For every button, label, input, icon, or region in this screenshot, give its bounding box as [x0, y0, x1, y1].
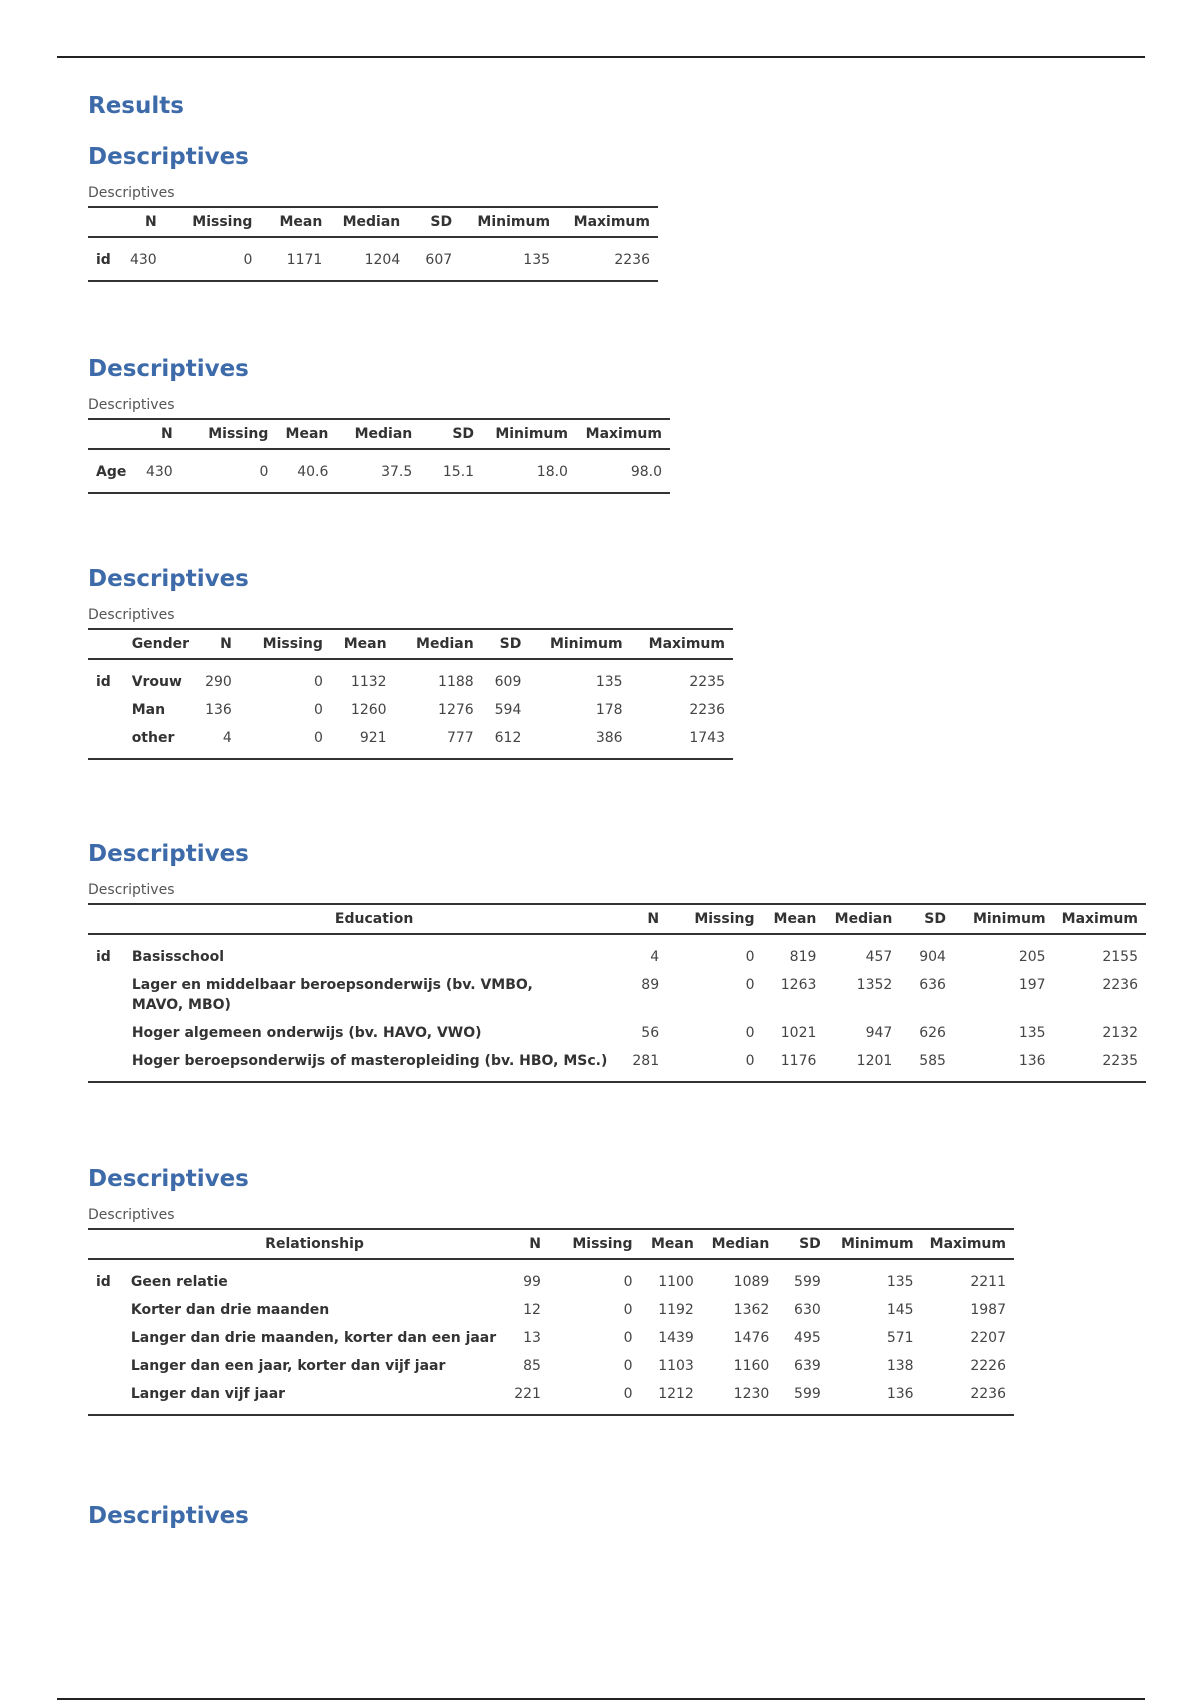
- variable-header: [88, 629, 124, 659]
- cell-minimum: 135: [595, 674, 623, 690]
- cell-n: 85: [523, 1358, 541, 1374]
- col-sd: SD: [777, 1229, 828, 1259]
- cell-mean: 1192: [658, 1302, 694, 1318]
- cell-missing: 0: [240, 724, 331, 759]
- cell-n: 12: [523, 1302, 541, 1318]
- cell-minimum: 197: [1018, 977, 1046, 993]
- cell-sd: 609: [494, 674, 522, 690]
- cell-sd: 630: [794, 1302, 821, 1318]
- header-row: [88, 904, 1146, 934]
- group-label: other: [124, 724, 197, 759]
- cell-missing: 0: [165, 237, 261, 281]
- cell-mean: 921: [331, 724, 395, 759]
- results-title: Results: [88, 93, 184, 119]
- header-row: [88, 207, 658, 237]
- table-row: [88, 934, 1146, 971]
- descriptives-table: [88, 903, 1146, 1083]
- cell-sd: 612: [482, 724, 530, 759]
- col-missing: Missing: [240, 629, 331, 659]
- col-missing: Missing: [549, 1229, 641, 1259]
- section-heading: Descriptives: [88, 356, 249, 382]
- cell-median: 947: [865, 1025, 893, 1041]
- cell-mean: 40.6: [276, 449, 336, 493]
- table-caption: Descriptives: [88, 1207, 175, 1223]
- cell-n: 290: [205, 674, 232, 690]
- col-education: Education: [124, 904, 625, 934]
- variable-name: [88, 1047, 124, 1082]
- cell-n: 136: [205, 702, 232, 718]
- col-relationship: Relationship: [123, 1229, 506, 1259]
- table-caption: Descriptives: [88, 882, 175, 898]
- group-label: Hoger algemeen onderwijs (bv. HAVO, VWO): [131, 1025, 482, 1041]
- cell-median: 1204: [330, 237, 408, 281]
- group-label: Geen relatie: [130, 1274, 228, 1290]
- variable-header: [88, 207, 122, 237]
- cell-sd: 585: [900, 1047, 954, 1082]
- cell-mean: 1103: [658, 1358, 694, 1374]
- cell-mean: 1263: [780, 977, 817, 993]
- col-n: N: [506, 1229, 549, 1259]
- cell-n: 89: [641, 977, 660, 993]
- cell-sd: 599: [794, 1274, 821, 1290]
- col-missing: Missing: [181, 419, 277, 449]
- col-median: Median: [702, 1229, 777, 1259]
- col-n: N: [624, 904, 667, 934]
- cell-sd: 626: [919, 1025, 946, 1041]
- cell-n: 56: [641, 1025, 660, 1041]
- col-n: N: [197, 629, 240, 659]
- cell-maximum: 2236: [558, 237, 658, 281]
- table-row: [88, 724, 733, 759]
- cell-mean: 1100: [658, 1274, 694, 1290]
- group-label: Lager en middelbaar beroepsonderwijs (bv. VMBO, MAVO, MBO): [131, 977, 533, 1013]
- cell-maximum: 1743: [631, 724, 733, 759]
- section-heading: Descriptives: [88, 566, 249, 592]
- variable-name: id: [96, 1274, 111, 1290]
- descriptives-relationship-section: [88, 1164, 1014, 1416]
- header-row: [88, 419, 670, 449]
- cell-maximum: 2155: [1102, 949, 1138, 965]
- cell-minimum: 386: [529, 724, 630, 759]
- descriptives-table: [88, 418, 670, 494]
- cell-missing: 0: [745, 1025, 755, 1041]
- cell-missing: 0: [623, 1274, 633, 1290]
- cell-maximum: 2211: [970, 1274, 1006, 1290]
- descriptives-table: [88, 628, 733, 760]
- col-sd: SD: [420, 419, 482, 449]
- col-minimum: Minimum: [829, 1229, 922, 1259]
- group-label: Man: [131, 702, 166, 718]
- cell-mean: 1260: [350, 702, 387, 718]
- col-maximum: Maximum: [558, 207, 658, 237]
- col-mean: Mean: [260, 207, 330, 237]
- variable-header: [88, 904, 124, 934]
- cell-minimum: 138: [886, 1358, 914, 1374]
- col-mean: Mean: [331, 629, 395, 659]
- table-caption: Descriptives: [88, 185, 175, 201]
- cell-maximum: 1987: [970, 1302, 1006, 1318]
- variable-name: Age: [88, 449, 138, 493]
- cell-minimum: 178: [595, 702, 623, 718]
- cell-missing: 0: [745, 949, 755, 965]
- descriptives-final-section: [88, 1501, 249, 1531]
- table-caption: Descriptives: [88, 607, 175, 623]
- cell-sd: 636: [919, 977, 946, 993]
- group-label: Langer dan vijf jaar: [123, 1380, 506, 1415]
- cell-maximum: 2226: [970, 1358, 1006, 1374]
- group-label: Korter dan drie maanden: [130, 1302, 330, 1318]
- cell-sd: 639: [794, 1358, 821, 1374]
- col-minimum: Minimum: [529, 629, 630, 659]
- variable-header: [88, 419, 138, 449]
- cell-missing: 0: [623, 1330, 633, 1346]
- variable-name: [88, 1296, 123, 1324]
- cell-mean: 1212: [641, 1380, 702, 1415]
- cell-mean: 819: [789, 949, 817, 965]
- cell-maximum: 2236: [1102, 977, 1138, 993]
- cell-minimum: 135: [886, 1274, 914, 1290]
- descriptives-age-section: [88, 354, 670, 494]
- cell-sd: 495: [794, 1330, 821, 1346]
- cell-minimum: 205: [1018, 949, 1046, 965]
- cell-median: 1160: [733, 1358, 770, 1374]
- cell-minimum: 135: [1018, 1025, 1046, 1041]
- cell-median: 777: [395, 724, 482, 759]
- table-row: [88, 696, 733, 724]
- table-row: [88, 971, 1146, 1019]
- col-missing: Missing: [667, 904, 762, 934]
- col-mean: Mean: [641, 1229, 702, 1259]
- table-row: [88, 449, 670, 493]
- descriptives-table: [88, 1228, 1014, 1416]
- cell-mean: 1176: [763, 1047, 825, 1082]
- cell-maximum: 2235: [1054, 1047, 1146, 1082]
- cell-n: 281: [624, 1047, 667, 1082]
- header-row: [88, 1229, 1014, 1259]
- cell-missing: 0: [181, 449, 277, 493]
- cell-median: 457: [865, 949, 893, 965]
- top-rule: [57, 56, 1145, 58]
- cell-median: 1089: [733, 1274, 770, 1290]
- cell-median: 1201: [824, 1047, 900, 1082]
- cell-sd: 15.1: [420, 449, 482, 493]
- cell-missing: 0: [667, 1047, 762, 1082]
- cell-maximum: 2235: [689, 674, 725, 690]
- group-label: Vrouw: [131, 674, 182, 690]
- cell-n: 430: [122, 237, 165, 281]
- cell-sd: 594: [494, 702, 522, 718]
- table-row: [88, 1380, 1014, 1415]
- col-median: Median: [824, 904, 900, 934]
- col-maximum: Maximum: [576, 419, 670, 449]
- cell-mean: 1439: [658, 1330, 694, 1346]
- col-maximum: Maximum: [631, 629, 733, 659]
- table-row: [88, 1047, 1146, 1082]
- cell-minimum: 145: [886, 1302, 914, 1318]
- table-row: [88, 1019, 1146, 1047]
- cell-missing: 0: [313, 702, 323, 718]
- variable-name: id: [88, 237, 122, 281]
- cell-maximum: 2132: [1102, 1025, 1138, 1041]
- variable-header: [88, 1229, 123, 1259]
- col-n: N: [122, 207, 165, 237]
- table-caption: Descriptives: [88, 397, 175, 413]
- cell-median: 1476: [733, 1330, 770, 1346]
- cell-maximum: 2236: [689, 702, 725, 718]
- cell-median: 1188: [438, 674, 474, 690]
- col-minimum: Minimum: [460, 207, 558, 237]
- cell-n: 4: [197, 724, 240, 759]
- col-median: Median: [395, 629, 482, 659]
- col-sd: SD: [900, 904, 954, 934]
- col-mean: Mean: [763, 904, 825, 934]
- section-heading: Descriptives: [88, 841, 249, 867]
- col-median: Median: [330, 207, 408, 237]
- cell-minimum: 136: [829, 1380, 922, 1415]
- variable-name: [88, 1324, 123, 1352]
- table-row: [88, 1352, 1014, 1380]
- col-mean: Mean: [276, 419, 336, 449]
- cell-sd: 607: [408, 237, 460, 281]
- section-heading: Descriptives: [88, 1166, 249, 1192]
- cell-n: 4: [650, 949, 660, 965]
- cell-missing: 0: [549, 1380, 641, 1415]
- group-label: Langer dan drie maanden, korter dan een jaar: [130, 1330, 497, 1346]
- cell-median: 1276: [438, 702, 474, 718]
- table-row: [88, 237, 658, 281]
- cell-median: 37.5: [336, 449, 420, 493]
- descriptives-education-section: [88, 839, 1146, 1083]
- cell-mean: 1021: [780, 1025, 817, 1041]
- cell-minimum: 135: [460, 237, 558, 281]
- descriptives-gender-section: [88, 564, 733, 760]
- cell-n: 99: [523, 1274, 541, 1290]
- cell-missing: 0: [745, 977, 755, 993]
- cell-median: 1362: [733, 1302, 770, 1318]
- cell-median: 1352: [856, 977, 893, 993]
- cell-missing: 0: [313, 674, 323, 690]
- table-row: [88, 1296, 1014, 1324]
- section-heading: Descriptives: [88, 144, 249, 170]
- cell-missing: 0: [623, 1358, 633, 1374]
- descriptives-id-section: [88, 142, 658, 282]
- table-row: [88, 1259, 1014, 1296]
- col-maximum: Maximum: [922, 1229, 1014, 1259]
- variable-name: [88, 971, 124, 1019]
- variable-name: [88, 724, 124, 759]
- col-maximum: Maximum: [1054, 904, 1146, 934]
- variable-name: [88, 1019, 124, 1047]
- col-minimum: Minimum: [954, 904, 1054, 934]
- cell-minimum: 571: [886, 1330, 914, 1346]
- cell-maximum: 2236: [922, 1380, 1014, 1415]
- variable-name: [88, 696, 124, 724]
- variable-name: [88, 1380, 123, 1415]
- header-row: [88, 629, 733, 659]
- cell-missing: 0: [623, 1302, 633, 1318]
- variable-name: id: [96, 949, 111, 965]
- cell-median: 1230: [702, 1380, 777, 1415]
- section-heading: Descriptives: [88, 1503, 249, 1529]
- cell-mean: 1132: [350, 674, 387, 690]
- cell-mean: 1171: [260, 237, 330, 281]
- group-label: Basisschool: [131, 949, 225, 965]
- cell-sd: 599: [777, 1380, 828, 1415]
- cell-minimum: 18.0: [482, 449, 576, 493]
- col-n: N: [138, 419, 181, 449]
- table-row: [88, 659, 733, 696]
- cell-maximum: 2207: [970, 1330, 1006, 1346]
- cell-maximum: 98.0: [576, 449, 670, 493]
- cell-minimum: 136: [954, 1047, 1054, 1082]
- variable-name: id: [96, 674, 111, 690]
- col-median: Median: [336, 419, 420, 449]
- group-label: Langer dan een jaar, korter dan vijf jaar: [130, 1358, 446, 1374]
- col-sd: SD: [482, 629, 530, 659]
- cell-n: 221: [506, 1380, 549, 1415]
- col-sd: SD: [408, 207, 460, 237]
- col-gender: Gender: [124, 629, 197, 659]
- group-label: Hoger beroepsonderwijs of masteropleiding (bv. HBO, MSc.): [124, 1047, 625, 1082]
- col-missing: Missing: [165, 207, 261, 237]
- cell-sd: 904: [919, 949, 946, 965]
- cell-n: 13: [523, 1330, 541, 1346]
- table-row: [88, 1324, 1014, 1352]
- col-minimum: Minimum: [482, 419, 576, 449]
- variable-name: [88, 1352, 123, 1380]
- descriptives-table: [88, 206, 658, 282]
- cell-n: 430: [138, 449, 181, 493]
